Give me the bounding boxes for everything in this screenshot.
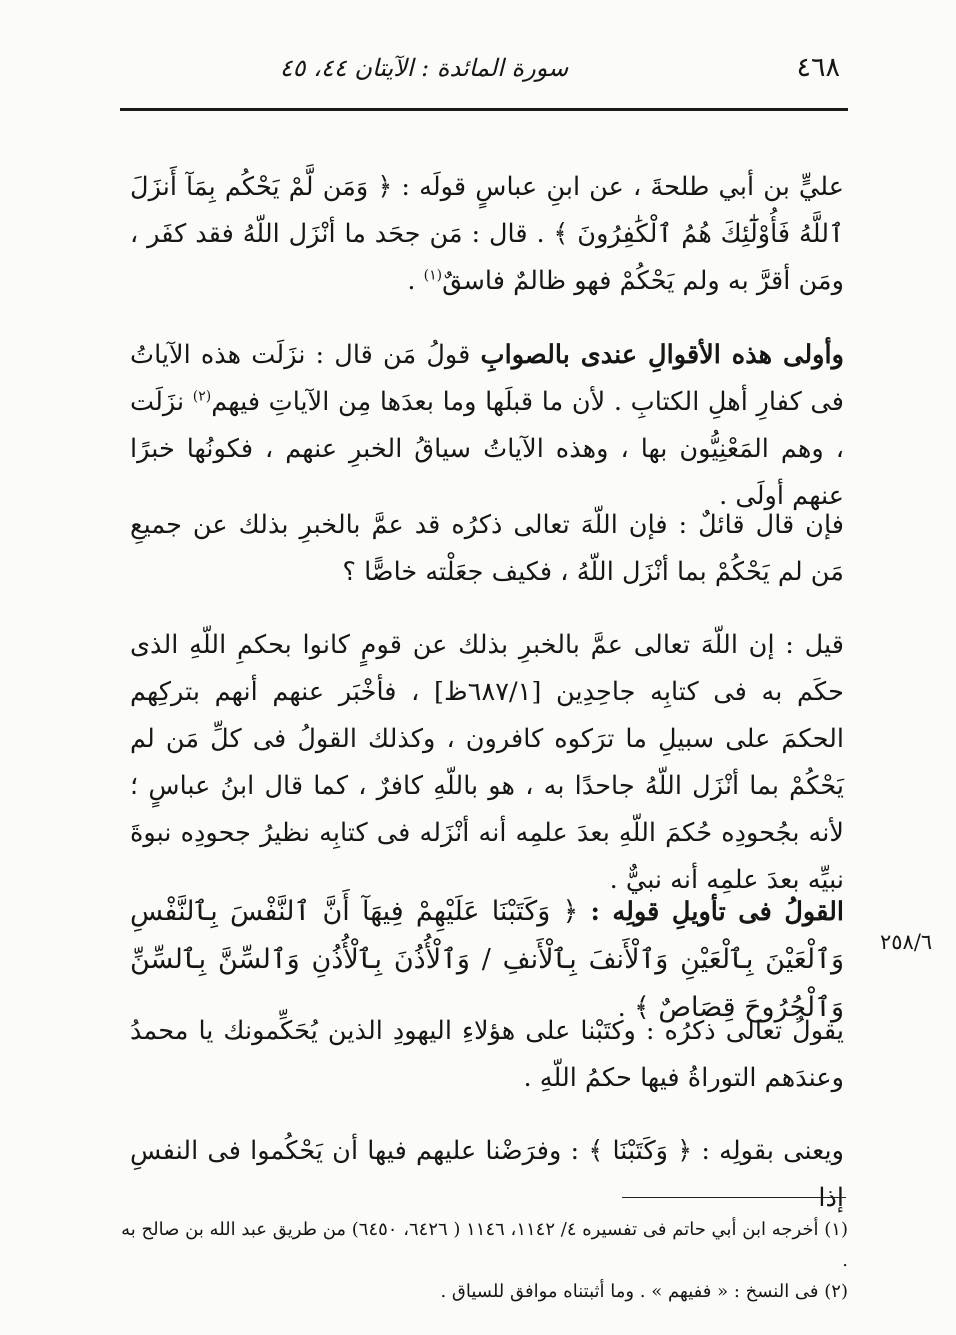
quran-verse: ﴿ وَكَتَبْنَا عَلَيْهِمْ فِيهَآ أَنَّ ٱلنَّفْسَ بِٱلنَّفْسِ وَٱلْعَيْنَ بِٱلْعَيْنِ وَٱلْأَنفَ بِٱلْأَنفِ / وَٱلْأُذُنَ بِٱلْأُذُنِ وَٱلسِّنَّ بِٱلسِّنِّ وَٱلْجُرُوحَ قِصَاصٌ ﴾ [130, 895, 844, 1023]
paragraph-4 [130, 622, 844, 904]
running-title: سورة المائدة : الآيتان ٤٤، ٤٥ [279, 54, 569, 82]
paragraph-7 [130, 1128, 844, 1222]
paragraph-2 [130, 332, 844, 520]
paragraph-end: نزَلَت ، وهم المَعْنِيُّون بها ، وهذه الآياتُ سياقُ الخبرِ عنهم ، فكونُها خبرًا عنهم أولَى . [130, 386, 844, 511]
bold-lead: وأولى هذه الأقوالِ عندى بالصوابِ [480, 339, 844, 370]
paragraph-text: قولُ مَن قال : نزَلَت هذه الآياتُ فى كفارِ أهلِ الكتابِ . لأن ما قبلَها وما بعدَها مِن الآياتِ فيهم [130, 339, 844, 417]
footnote-divider [622, 1197, 846, 1198]
paragraph-text: قيل : إن اللّهَ تعالى عمَّ بالخبرِ بذلك عن قومٍ كانوا بحكمِ اللّهِ الذى حكَم به فى كتابِه جاحِدِين [٦٨٧/١ظ] ، فأخْبَر عنهم أنهم بتركِهم الحكمَ على سبيلِ ما ترَكوه كافرون ، وكذلك القولُ فى كلِّ مَن لم يَحْكُمْ بما أنْزَل اللّهُ جاحدًا به ، هو باللّهِ كافرٌ ، كما قال ابنُ عباسٍ ؛ لأنه بجُحودِه حُكمَ اللّهِ بعدَ علمِه أنه أنْزَله فى كتابِه نظيرُ جحودِه نبوةَ نبيِّه بعدَ علمِه أنه نبيٌّ . [130, 629, 844, 895]
paragraph-end: . [407, 265, 424, 296]
margin-reference: ٢٥٨/٦ [880, 930, 933, 954]
paragraph-text: ويعنى بقولِه : ﴿ وَكَتَبْنَا ﴾ : وفرَضْنا عليهم فيها أن يَحْكُموا فى النفسِ إذا [130, 1135, 844, 1213]
paragraph-text: فإن قال قائلٌ : فإن اللّهَ تعالى ذكرُه قد عمَّ بالخبرِ بذلك عن جميعِ مَن لم يَحْكُمْ بما أنْزَل اللّهُ ، فكيف جعَلْته خاصًّا ؟ [130, 509, 844, 587]
footnote-marker-1[interactable]: (١) [423, 267, 443, 284]
paragraph-text: يقولُ تعالى ذكرُه : وكتَبْنا على هؤلاءِ اليهودِ الذين يُحَكِّمونك يا محمدُ وعندَهم التوراةُ فيها حكمُ اللّهِ . [130, 1015, 844, 1093]
footnote-2: (٢) فى النسخ : « ففيهم » . وما أثبتناه موافق للسياق . [440, 1281, 848, 1302]
section-heading: القولُ فى تأويلِ قولِه : [590, 896, 844, 927]
page-header [118, 52, 840, 92]
footnote-1: (١) أخرجه ابن أبي حاتم فى تفسيره ٤/ ١١٤٢، ١١٤٦ ( ٦٤٢٦، ٦٤٥٠) من طريق عبد الله بن صالح به . [121, 1219, 848, 1271]
footnote-marker-2[interactable]: (٢) [192, 388, 212, 405]
paragraph-end: . [617, 992, 634, 1023]
paragraph-text: عليٍّ بن أبي طلحةَ ، عن ابنِ عباسٍ قولَه : ﴿ وَمَن لَّمْ يَحْكُم بِمَآ أَنزَلَ ٱللَّهُ فَأُوْلَٰٓئِكَ هُمُ ٱلْكَٰفِرُونَ ﴾ . قال : مَن جحَد ما أنْزَل اللّهُ فقد كفَر ، ومَن أقرَّ به ولم يَحْكُمْ فهو ظالمٌ فاسقٌ [130, 171, 844, 296]
footnotes [120, 1214, 848, 1307]
paragraph-1 [130, 164, 844, 305]
paragraph-3 [130, 502, 844, 596]
paragraph-6 [130, 1008, 844, 1102]
page-number: ٤٦٨ [796, 52, 840, 83]
header-divider [120, 108, 848, 111]
